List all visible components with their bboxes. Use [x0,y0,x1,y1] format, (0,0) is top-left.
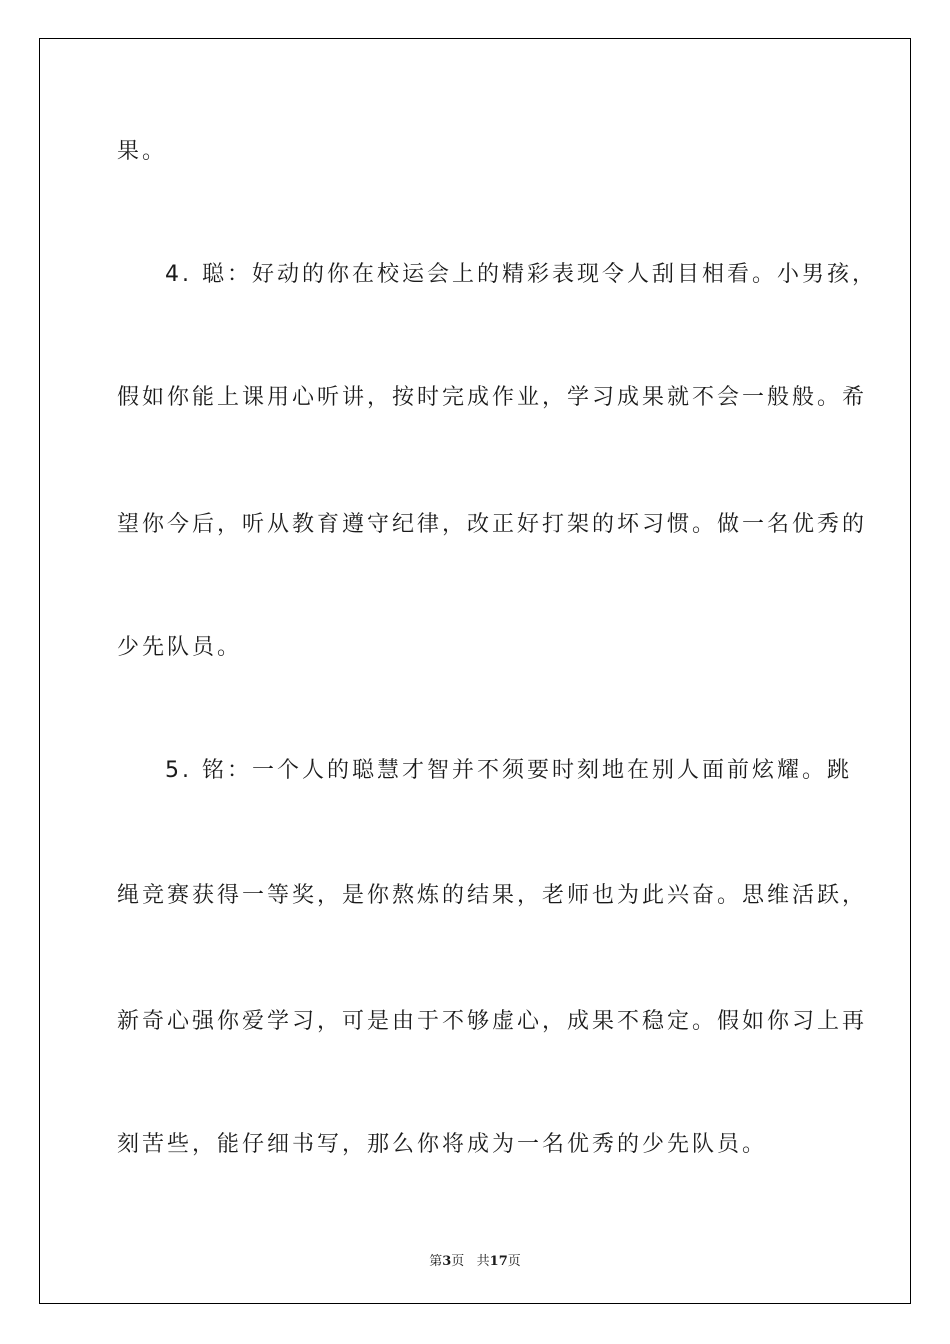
page-footer [0,1250,950,1269]
footer-suffix: 页 [507,1254,521,1269]
footer-middle: 页 共 [451,1254,490,1269]
text-line-2: 4. 聪：好动的你在校运会上的精彩表现令人刮目相看。小男孩， [165,262,877,287]
footer-prefix: 第 [429,1254,443,1269]
text-line-9: 刻苦些，能仔细书写，那么你将成为一名优秀的少先队员。 [117,1132,768,1157]
footer-total-pages: 17 [489,1254,508,1269]
page-border [39,38,911,1304]
text-line-6: 5. 铭：一个人的聪慧才智并不须要时刻地在别人面前炫耀。跳 [165,758,852,783]
text-line-7: 绳竞赛获得一等奖，是你熬炼的结果，老师也为此兴奋。思维活跃， [117,883,868,908]
text-line-4: 望你今后，听从教育遵守纪律，改正好打架的坏习惯。做一名优秀的 [117,512,868,537]
text-line-8: 新奇心强你爱学习，可是由于不够虚心，成果不稳定。假如你习上再 [117,1009,868,1034]
footer-current-page: 3 [442,1254,452,1269]
text-line-3: 假如你能上课用心听讲，按时完成作业，学习成果就不会一般般。希 [117,385,868,410]
text-line-1: 果。 [117,139,168,164]
text-line-5: 少先队员。 [117,635,243,660]
